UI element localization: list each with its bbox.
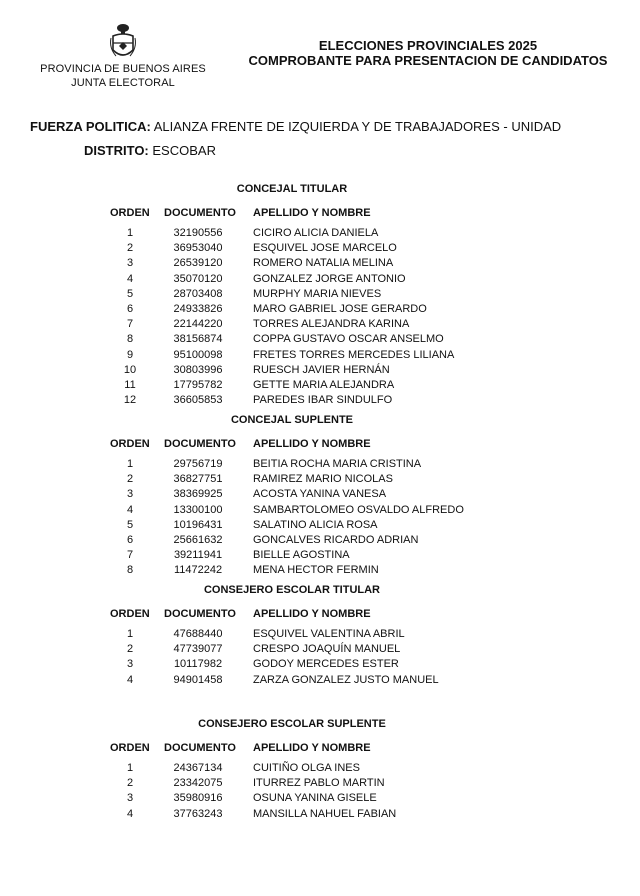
document-subtitle: COMPROBANTE PARA PRESENTACION DE CANDIDATOS bbox=[248, 53, 608, 68]
documento-cell: 30803996 bbox=[173, 364, 223, 376]
coat-of-arms-seal bbox=[108, 22, 138, 62]
candidate-row bbox=[0, 242, 640, 257]
documento-cell: 28703408 bbox=[173, 288, 223, 300]
nombre-cell: COPPA GUSTAVO OSCAR ANSELMO bbox=[253, 333, 444, 345]
orden-cell: 6 bbox=[126, 303, 134, 315]
orden-cell: 12 bbox=[123, 394, 137, 406]
nombre-cell: BIELLE AGOSTINA bbox=[253, 549, 350, 561]
orden-cell: 1 bbox=[126, 458, 134, 470]
distrito-value: ESCOBAR bbox=[152, 143, 216, 158]
orden-cell: 3 bbox=[126, 488, 134, 500]
nombre-cell: SAMBARTOLOMEO OSVALDO ALFREDO bbox=[253, 504, 464, 516]
electoral-board-name: JUNTA ELECTORAL bbox=[71, 77, 175, 89]
candidate-row bbox=[0, 519, 640, 534]
orden-cell: 8 bbox=[126, 333, 134, 345]
orden-cell: 11 bbox=[124, 379, 136, 391]
nombre-cell: MURPHY MARIA NIEVES bbox=[253, 288, 382, 300]
nombre-cell: ROMERO NATALIA MELINA bbox=[253, 257, 394, 269]
distrito-line bbox=[84, 143, 216, 158]
orden-cell: 2 bbox=[126, 643, 134, 655]
documento-cell: 36605853 bbox=[173, 394, 223, 406]
orden-cell: 5 bbox=[126, 288, 134, 300]
candidate-row bbox=[0, 534, 640, 549]
orden-cell: 1 bbox=[126, 762, 134, 774]
nombre-cell: FRETES TORRES MERCEDES LILIANA bbox=[253, 349, 455, 361]
nombre-cell: RAMIREZ MARIO NICOLAS bbox=[253, 473, 393, 485]
nombre-cell: RUESCH JAVIER HERNÁN bbox=[253, 364, 390, 376]
nombre-cell: PAREDES IBAR SINDULFO bbox=[253, 394, 393, 406]
nombre-cell: GONCALVES RICARDO ADRIAN bbox=[253, 534, 419, 546]
nombre-cell: CUITIÑO OLGA INES bbox=[253, 762, 360, 774]
documento-cell: 95100098 bbox=[173, 349, 223, 361]
candidate-row bbox=[0, 379, 640, 394]
document-heading bbox=[232, 38, 624, 68]
candidate-row bbox=[0, 762, 640, 777]
candidate-row bbox=[0, 473, 640, 488]
nombre-cell: ACOSTA YANINA VANESA bbox=[253, 488, 387, 500]
candidate-row bbox=[0, 303, 640, 318]
candidate-row bbox=[0, 808, 640, 823]
section-title: CONSEJERO ESCOLAR TITULAR bbox=[203, 584, 380, 596]
orden-cell: 3 bbox=[126, 658, 134, 670]
orden-cell: 3 bbox=[126, 257, 134, 269]
section-title: CONCEJAL SUPLENTE bbox=[230, 414, 354, 426]
candidate-row bbox=[0, 364, 640, 379]
candidate-row bbox=[0, 658, 640, 673]
nombre-cell: MARO GABRIEL JOSE GERARDO bbox=[253, 303, 427, 315]
document-title: ELECCIONES PROVINCIALES 2025 bbox=[318, 38, 538, 53]
orden-cell: 7 bbox=[126, 549, 134, 561]
column-header-documento: DOCUMENTO bbox=[164, 742, 236, 754]
candidate-row bbox=[0, 564, 640, 579]
documento-cell: 24933826 bbox=[173, 303, 223, 315]
province-name: PROVINCIA DE BUENOS AIRES bbox=[40, 63, 206, 75]
documento-cell: 39211941 bbox=[173, 549, 223, 561]
orden-cell: 4 bbox=[126, 808, 134, 820]
candidate-row bbox=[0, 628, 640, 643]
documento-cell: 22144220 bbox=[173, 318, 223, 330]
nombre-cell: MANSILLA NAHUEL FABIAN bbox=[253, 808, 397, 820]
column-header-nombre: APELLIDO Y NOMBRE bbox=[253, 608, 371, 620]
candidate-row bbox=[0, 349, 640, 364]
documento-cell: 26539120 bbox=[173, 257, 223, 269]
orden-cell: 2 bbox=[126, 473, 134, 485]
column-header-orden: ORDEN bbox=[110, 608, 150, 620]
orden-cell: 9 bbox=[126, 349, 134, 361]
candidate-row bbox=[0, 257, 640, 272]
candidate-row bbox=[0, 288, 640, 303]
documento-cell: 23342075 bbox=[173, 777, 223, 789]
column-header-nombre: APELLIDO Y NOMBRE bbox=[253, 207, 371, 219]
candidate-row bbox=[0, 227, 640, 242]
orden-cell: 2 bbox=[126, 242, 134, 254]
documento-cell: 32190556 bbox=[173, 227, 223, 239]
nombre-cell: CRESPO JOAQUÍN MANUEL bbox=[253, 643, 401, 655]
orden-cell: 10 bbox=[123, 364, 137, 376]
fuerza-politica-label: FUERZA POLITICA: bbox=[30, 119, 151, 134]
documento-cell: 29756719 bbox=[173, 458, 223, 470]
documento-cell: 36953040 bbox=[173, 242, 223, 254]
candidate-row bbox=[0, 549, 640, 564]
nombre-cell: ITURREZ PABLO MARTIN bbox=[253, 777, 385, 789]
documento-cell: 36827751 bbox=[173, 473, 223, 485]
nombre-cell: SALATINO ALICIA ROSA bbox=[253, 519, 378, 531]
issuer-block bbox=[38, 22, 208, 90]
nombre-cell: MENA HECTOR FERMIN bbox=[253, 564, 379, 576]
orden-cell: 1 bbox=[126, 227, 134, 239]
nombre-cell: ZARZA GONZALEZ JUSTO MANUEL bbox=[253, 674, 439, 686]
orden-cell: 2 bbox=[126, 777, 134, 789]
column-header-orden: ORDEN bbox=[110, 438, 150, 450]
column-header-orden: ORDEN bbox=[110, 742, 150, 754]
documento-cell: 47688440 bbox=[173, 628, 223, 640]
nombre-cell: CICIRO ALICIA DANIELA bbox=[253, 227, 379, 239]
candidate-row bbox=[0, 273, 640, 288]
orden-cell: 1 bbox=[126, 628, 134, 640]
column-header-nombre: APELLIDO Y NOMBRE bbox=[253, 438, 371, 450]
nombre-cell: TORRES ALEJANDRA KARINA bbox=[253, 318, 410, 330]
nombre-cell: ESQUIVEL VALENTINA ABRIL bbox=[253, 628, 405, 640]
documento-cell: 35070120 bbox=[173, 273, 223, 285]
documento-cell: 10117982 bbox=[173, 658, 223, 670]
candidate-row bbox=[0, 458, 640, 473]
documento-cell: 24367134 bbox=[173, 762, 223, 774]
candidate-row bbox=[0, 333, 640, 348]
documento-cell: 38156874 bbox=[173, 333, 223, 345]
nombre-cell: BEITIA ROCHA MARIA CRISTINA bbox=[253, 458, 422, 470]
documento-cell: 13300100 bbox=[173, 504, 223, 516]
column-header-documento: DOCUMENTO bbox=[164, 438, 236, 450]
nombre-cell: OSUNA YANINA GISELE bbox=[253, 792, 377, 804]
orden-cell: 4 bbox=[126, 273, 134, 285]
nombre-cell: GONZALEZ JORGE ANTONIO bbox=[253, 273, 406, 285]
column-header-documento: DOCUMENTO bbox=[164, 608, 236, 620]
fuerza-politica-value: ALIANZA FRENTE DE IZQUIERDA Y DE TRABAJADORES - UNIDAD bbox=[153, 119, 562, 134]
fuerza-politica-line bbox=[30, 119, 561, 134]
documento-cell: 10196431 bbox=[173, 519, 223, 531]
documento-cell: 47739077 bbox=[173, 643, 223, 655]
documento-cell: 94901458 bbox=[173, 674, 223, 686]
orden-cell: 7 bbox=[126, 318, 134, 330]
candidate-row bbox=[0, 674, 640, 689]
orden-cell: 4 bbox=[126, 674, 134, 686]
candidate-row bbox=[0, 504, 640, 519]
documento-cell: 37763243 bbox=[173, 808, 223, 820]
documento-cell: 25661632 bbox=[173, 534, 223, 546]
orden-cell: 3 bbox=[126, 792, 134, 804]
documento-cell: 35980916 bbox=[173, 792, 223, 804]
documento-cell: 11472242 bbox=[173, 564, 223, 576]
documento-cell: 17795782 bbox=[173, 379, 223, 391]
distrito-label: DISTRITO: bbox=[84, 143, 149, 158]
column-header-documento: DOCUMENTO bbox=[164, 207, 236, 219]
orden-cell: 6 bbox=[126, 534, 134, 546]
section-title: CONSEJERO ESCOLAR SUPLENTE bbox=[198, 718, 386, 730]
candidate-row bbox=[0, 792, 640, 807]
orden-cell: 8 bbox=[126, 564, 134, 576]
section-title: CONCEJAL TITULAR bbox=[236, 183, 348, 195]
candidate-row bbox=[0, 394, 640, 409]
nombre-cell: ESQUIVEL JOSE MARCELO bbox=[253, 242, 397, 254]
column-header-nombre: APELLIDO Y NOMBRE bbox=[253, 742, 371, 754]
candidate-row bbox=[0, 643, 640, 658]
nombre-cell: GODOY MERCEDES ESTER bbox=[253, 658, 399, 670]
candidate-row bbox=[0, 318, 640, 333]
orden-cell: 5 bbox=[126, 519, 134, 531]
documento-cell: 38369925 bbox=[173, 488, 223, 500]
orden-cell: 4 bbox=[126, 504, 134, 516]
column-header-orden: ORDEN bbox=[110, 207, 150, 219]
nombre-cell: GETTE MARIA ALEJANDRA bbox=[253, 379, 395, 391]
candidate-row bbox=[0, 488, 640, 503]
candidate-row bbox=[0, 777, 640, 792]
